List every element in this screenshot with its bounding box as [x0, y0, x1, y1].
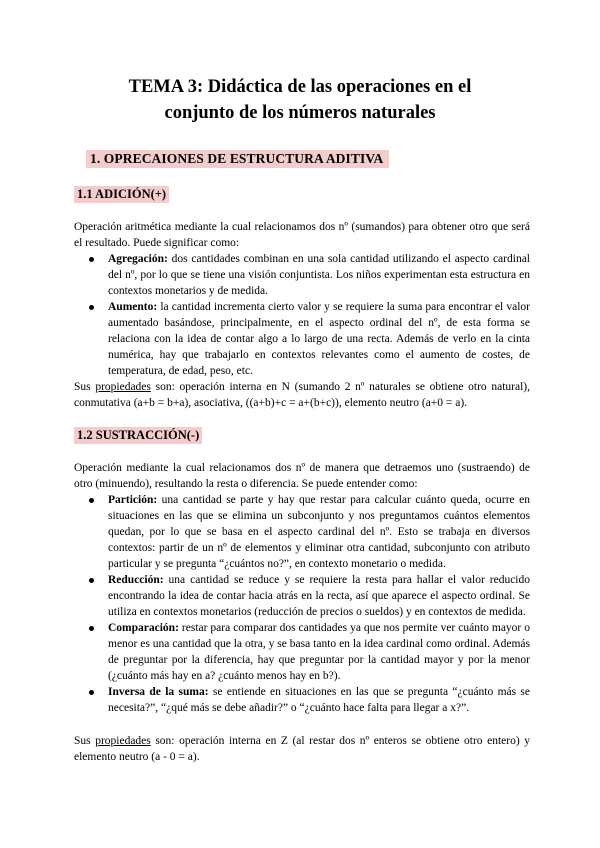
list-item-particion — [74, 492, 530, 572]
props-prefix: Sus — [74, 735, 96, 747]
term-reduccion: Reducción: — [108, 574, 164, 586]
term-aumento: Aumento: — [108, 301, 158, 313]
list-item-aumento — [74, 299, 530, 379]
text-agregacion: dos cantidades combinan en una sola cantidad utilizando el aspecto cardinal del nº, por lo que se tiene una visión conjuntista. Los niños experimentan esta estructura en contextos monetarios y de medida. — [108, 253, 530, 297]
adicion-properties — [74, 379, 530, 411]
term-comparacion: Comparación: — [108, 622, 179, 634]
text-inversa: se entiende en situaciones en las que se pregunta “¿cuánto más se necesita?”, “¿qué más se debe añadir?” o “¿cuánto hace falta para llegar a x?”. — [108, 686, 531, 714]
list-item-agregacion — [74, 251, 530, 299]
list-item-inversa — [74, 684, 530, 716]
text-particion: una cantidad se parte y hay que restar para calcular cuánto queda, ocurre en situaciones en las que se elimina un subconjunto y nos preguntamos cuántos elementos quedan, por lo que se basa en el aspecto cardinal del nº. Esto se trabaja en diversos contextos: partir de un nº de elementos y eliminar otra cantidad, subconjunto con atributo particular y se pregunta “¿cuántos no?”, en contexto monetario o medida. — [108, 494, 530, 570]
text-comparacion: restar para comparar dos cantidades ya que nos permite ver cuánto mayor o menor es una cantidad que la otra, y se basa tanto en la idea cardinal como ordinal. Además de preguntar por la diferencia, hay que preguntar por la cantidad mayor y por la menor (¿cuánto más hay en a? ¿cuánto menos hay en b?). — [108, 622, 530, 682]
subsection-heading-sustraccion: 1.2 SUSTRACCIÓN(-) — [74, 427, 202, 444]
text-reduccion: una cantidad se reduce y se requiere la resta para hallar el valor reducido encontrando la idea de contar hacia atrás en la recta, así que aparece el aspecto ordinal. Se utiliza en contextos monetarios (reducción de precios o sueldos) y en contextos de medida. — [108, 574, 530, 618]
text-aumento: la cantidad incrementa cierto valor y se requiere la suma para encontrar el valor aumentado basándose, principalmente, en el aspecto ordinal del nº, de esta forma se relaciona con la idea de contar algo a lo largo de una recta. Además de verlo en la cinta numérica, hay que trabajarlo en contextos relevantes como el aumento de costes, de temperatura, de edad, peso, etc. — [108, 301, 530, 377]
term-agregacion: Agregación: — [108, 253, 168, 265]
list-item-comparacion — [74, 620, 530, 684]
sustraccion-list — [74, 492, 530, 716]
sustraccion-intro: Operación mediante la cual relacionamos dos nº de manera que detraemos uno (sustraendo) de otro (minuendo), resultando la resta o diferencia. Se puede entender como: — [74, 462, 530, 490]
subsection-heading-adicion: 1.1 ADICIÓN(+) — [74, 186, 169, 203]
sustraccion-properties — [74, 733, 530, 765]
section-heading-aditiva: 1. OPRECAIONES DE ESTRUCTURA ADITIVA — [86, 150, 389, 168]
props-text: son: operación interna en Z (al restar dos nº enteros se obtiene otro entero) y elemento neutro (a - 0 = a). — [74, 735, 530, 763]
title-line-2: conjunto de los números naturales — [164, 103, 436, 123]
props-text: son: operación interna en N (sumando 2 nº naturales se obtiene otro natural), conmutativa (a+b = b+a), asociativa, ((a+b)+c = a+(b+c)), elemento neutro (a+0 = a). — [74, 381, 531, 409]
list-item-reduccion — [74, 572, 530, 620]
adicion-intro: Operación aritmética mediante la cual relacionamos dos nº (sumandos) para obtener otro que será el resultado. Puede significar como: — [74, 221, 530, 249]
propiedades-link: propiedades — [95, 381, 151, 393]
props-prefix: Sus — [74, 381, 96, 393]
term-inversa: Inversa de la suma: — [108, 686, 209, 698]
title-line-1: TEMA 3: Didáctica de las operaciones en el — [128, 77, 472, 97]
page-title — [0, 74, 600, 126]
adicion-list — [74, 251, 530, 379]
propiedades-link: propiedades — [95, 735, 151, 747]
term-particion: Partición: — [108, 494, 158, 506]
